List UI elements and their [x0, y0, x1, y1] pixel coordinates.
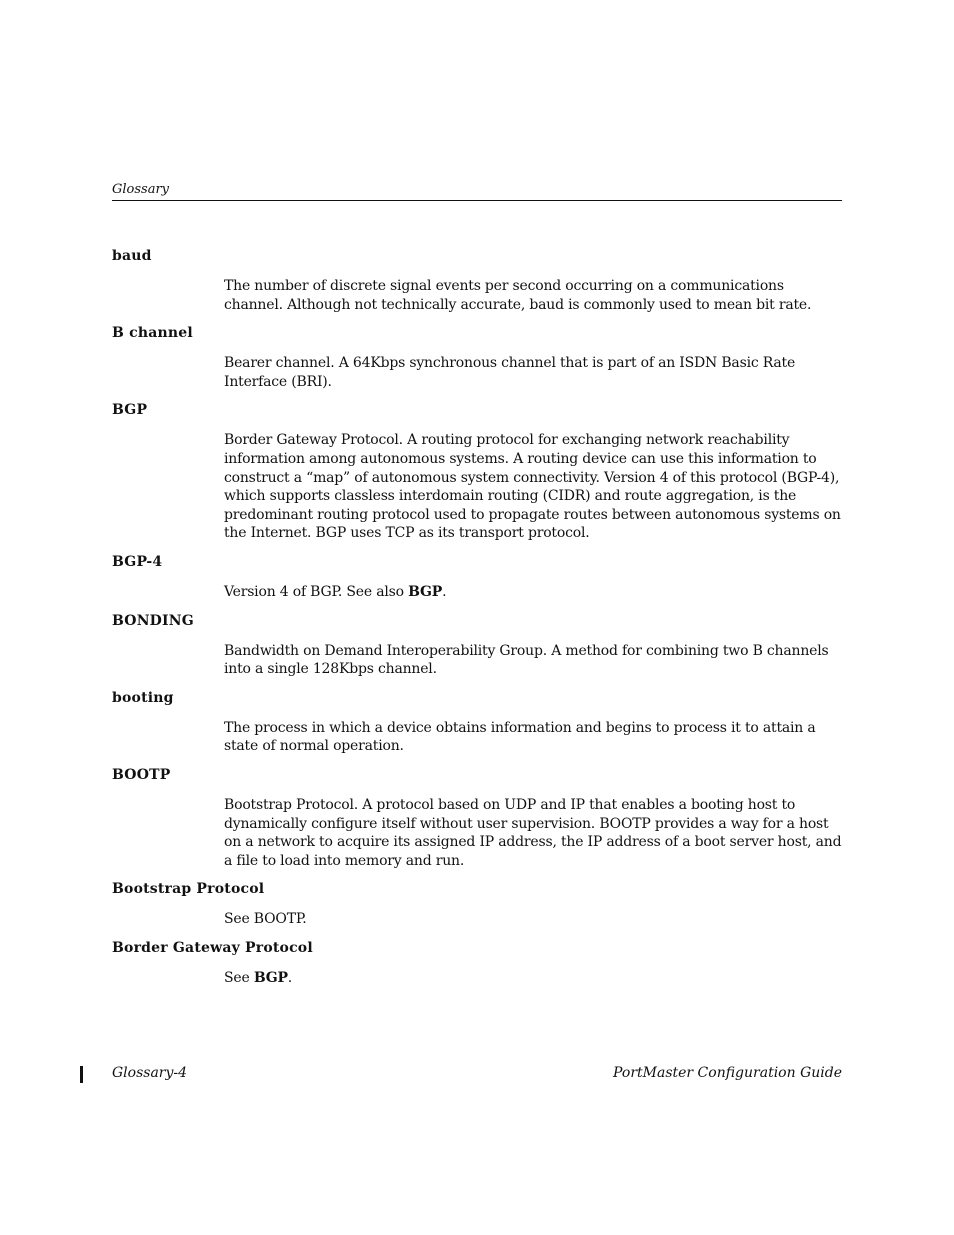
change-bar [80, 1066, 83, 1083]
page-number: Glossary-4 [112, 1065, 188, 1081]
glossary-entry [112, 880, 842, 929]
glossary-term: Border Gateway Protocol [112, 939, 313, 956]
glossary-term: BONDING [112, 612, 194, 629]
glossary-definition: Border Gateway Protocol. A routing protocol for exchanging network reachability information among autonomous systems. A routing device can use this information to construct a “map” of autonomous system connectivity. Version 4 of this protocol (BGP-4), which supports classless interdomain routing (CIDR) and route aggregation, is the predominant routing protocol used to propagate routes between autonomous systems on the Internet. BGP uses TCP as its transport protocol. [224, 432, 841, 542]
running-header [112, 178, 842, 201]
glossary-entry [112, 689, 842, 756]
header-section-title: Glossary [112, 182, 170, 197]
glossary-entry [112, 247, 842, 314]
book-title: PortMaster Configuration Guide [613, 1065, 842, 1081]
definition-text: . [442, 583, 447, 600]
glossary-definition: The process in which a device obtains information and begins to process it to attain a state of normal operation. [224, 719, 816, 755]
cross-reference: BGP [408, 583, 443, 600]
glossary-entry [112, 324, 842, 391]
glossary-definition [224, 583, 842, 602]
glossary-definition: Bearer channel. A 64Kbps synchronous channel that is part of an ISDN Basic Rate Interface (BRI). [224, 355, 796, 390]
glossary-entries [112, 247, 842, 987]
glossary-term: BGP [112, 402, 148, 419]
glossary-definition: See BOOTP. [224, 911, 307, 928]
glossary-term: BGP-4 [112, 553, 163, 570]
definition-text: See [224, 969, 254, 986]
glossary-term: B channel [112, 325, 193, 342]
glossary-entry [112, 766, 842, 870]
glossary-term: BOOTP [112, 766, 171, 783]
cross-reference: BGP [253, 969, 288, 986]
glossary-term: baud [112, 248, 152, 264]
glossary-definition: Bandwidth on Demand Interoperability Group. A method for combining two B channels into a single 128Kbps channel. [224, 642, 829, 678]
glossary-entry [112, 553, 842, 602]
glossary-term: booting [112, 689, 174, 706]
glossary-term: Bootstrap Protocol [112, 881, 265, 898]
definition-text: . [287, 969, 293, 986]
glossary-definition [224, 969, 842, 988]
definition-text: Version 4 of BGP. See also [224, 583, 409, 600]
glossary-entry [112, 939, 842, 988]
glossary-entry [112, 612, 842, 679]
glossary-definition: Bootstrap Protocol. A protocol based on UDP and IP that enables a booting host to dynamically configure itself without user supervision. BOOTP provides a way for a host on a network to acquire its assigned IP address, the IP address of a boot server host, and a file to load into memory and run. [224, 796, 842, 869]
glossary-entry [112, 401, 842, 543]
glossary-definition: The number of discrete signal events per second occurring on a communications channel. Although not technically accurate, baud is commonly used to mean bit rate. [224, 278, 812, 313]
